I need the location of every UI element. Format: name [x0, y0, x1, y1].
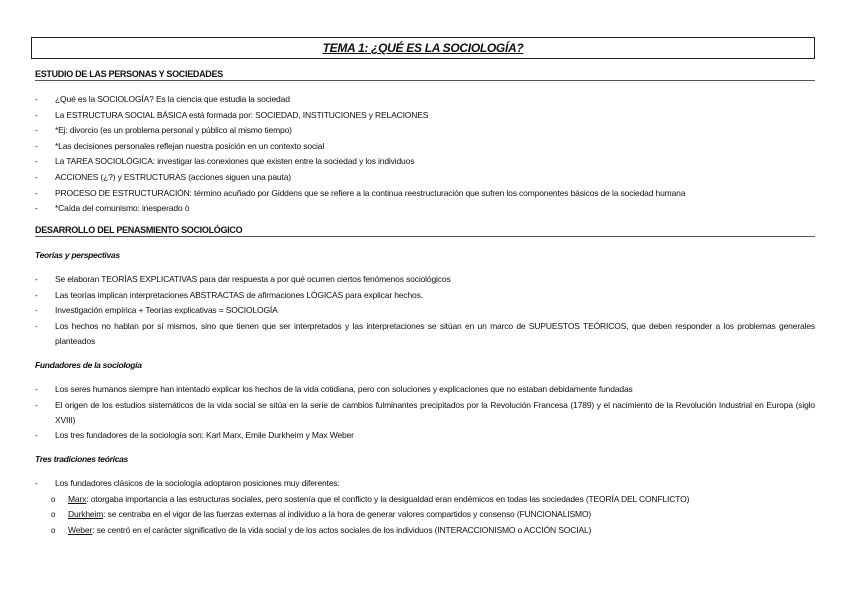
sub-item-marx: o Marx: otorgaba importancia a las estructuras sociales, pero sostenía que el conflicto y la desigualdad eran endémicos en todas las sociedades (TEORÍA DEL CONFLICTO) [51, 493, 690, 504]
list-item: - Los seres humanos siempre han intentado explicar los hechos de la vida cotidiana, pero con soluciones y explicaciones que no estaban debidamente fundadas [35, 384, 633, 394]
author-name: Weber [68, 524, 93, 535]
list-item: - *Caída del comunismo: inesperado ö [35, 203, 190, 214]
list-item: - Las teorías implican interpretaciones ABSTRACTAS de afirmaciones LÓGICAS para explicar hechos. [35, 289, 423, 300]
title-box [31, 37, 815, 59]
list-item: - ¿Qué es la SOCIOLOGÍA? Es la ciencia que estudia la sociedad [35, 94, 290, 104]
subheading-teorias: Teorías y perspectivas [35, 250, 120, 260]
list-item: - Investigación empírica + Teorías explicativas = SOCIOLOGÍA [35, 305, 278, 316]
sub-item-weber: o Weber: se centró en el carácter significativo de la vida social y de los actos sociales de los individuos (INTERACCIONISMO o ACCIÓN SOCIAL) [51, 524, 592, 535]
list-item: - Se elaboran TEORÍAS EXPLICATIVAS para dar respuesta a por qué ocurren ciertos fenómenos sociológicos [35, 274, 451, 284]
section-heading-desarrollo: DESARROLLO DEL PENASMIENTO SOCIOLÓGICO [35, 225, 815, 237]
author-name: Marx [68, 493, 87, 504]
teorias-list [35, 272, 815, 349]
list-item: - *Las decisiones personales reflejan nuestra posición en un contexto social [35, 140, 325, 151]
section-heading-estudio: ESTUDIO DE LAS PERSONAS Y SOCIEDADES [35, 69, 815, 81]
page-title: TEMA 1: ¿QUÉ ES LA SOCIOLOGÍA? [322, 41, 524, 55]
list-item: - La ESTRUCTURA SOCIAL BÁSICA está formada por: SOCIEDAD, INSTITUCIONES y RELACIONES [35, 109, 429, 120]
list-item: - PROCESO DE ESTRUCTURACIÓN: término acuñado por Giddens que se refiere a la continua reestructuración que sufren los componentes básicos de la sociedad humana [35, 187, 686, 198]
list-item: - La TAREA SOCIOLÓGICA: investigar las conexiones que existen entre la sociedad y los individuos [35, 156, 415, 167]
fundadores-list [35, 382, 815, 443]
list-item: - Los tres fundadores de la sociología son: Karl Marx, Emile Durkheim y Max Weber [35, 429, 354, 440]
tradiciones-list [35, 476, 815, 538]
list-item: - El origen de los estudios sistemáticos de la vida social se sitúa en la serie de cambios fulminantes precipitados por la Revolución Francesa (1789) y el nacimiento de la Revolución Industrial en Europa (siglo XVIII) [35, 399, 815, 425]
list-item: - ACCIONES (¿?) y ESTRUCTURAS (acciones siguen una pauta) [35, 171, 291, 182]
author-name: Durkheim [68, 509, 104, 520]
list-item: - Los hechos no hablan por sí mismos, sino que tienen que ser interpretados y las interpretaciones se sitúan en un marco de SUPUESTOS TEÓRICOS, que deben responder a los problemas generales planteados [35, 320, 815, 346]
list-item: - Los fundadores clásicos de la sociología adoptaron posiciones muy diferentes: [35, 478, 340, 488]
subheading-fundadores: Fundadores de la sociología [35, 360, 142, 370]
section1-list [35, 92, 815, 217]
list-item: - *Ej: divorcio (es un problema personal y público al mismo tiempo) [35, 125, 292, 136]
subheading-tradiciones: Tres tradiciones teóricas [35, 454, 128, 464]
sub-item-durkheim: o Durkheim: se centraba en el vigor de las fuerzas externas al individuo a la hora de generar valores compartidos y consenso (FUNCIONALISMO) [51, 509, 592, 520]
